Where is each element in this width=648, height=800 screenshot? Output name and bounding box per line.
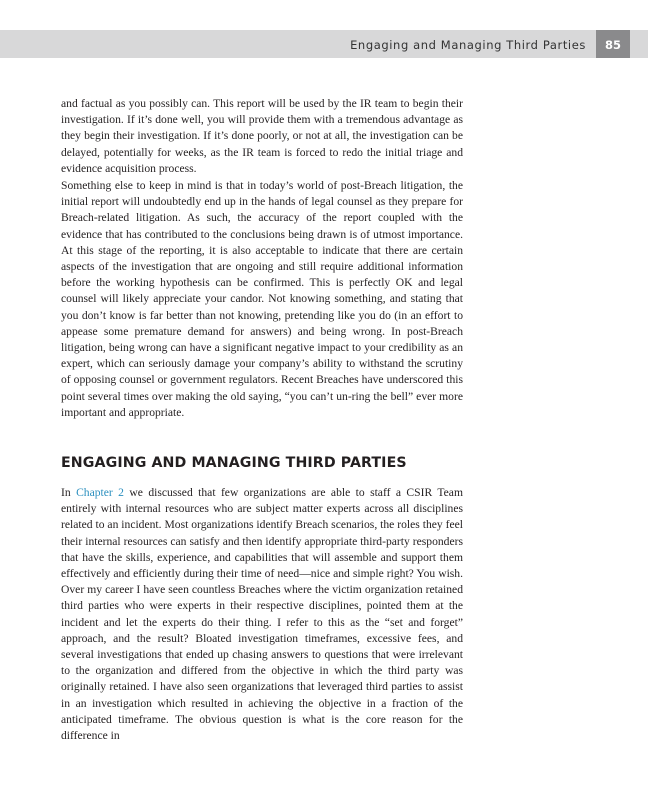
chapter-2-link[interactable]: Chapter 2 bbox=[76, 486, 124, 499]
running-title: Engaging and Managing Third Parties bbox=[350, 38, 586, 52]
page-number: 85 bbox=[596, 30, 630, 58]
running-header bbox=[0, 30, 648, 58]
section-paragraph bbox=[61, 485, 463, 744]
section-body-text: we discussed that few organizations are able to staff a CSIR Team entirely with internal resources who are subject matter experts across all disciplines related to an incident. Most organizations identify Breach scenarios, the roles they feel their internal resources can satisfy and then identify appropriate third-party responders that have the skills, experience, and capabilities that will assemble and support them effectively and efficiently during their time of need—nice and simple right? You wish. Over my career I have seen countless Breaches where the victim organization retained third parties who were experts in their respective disciplines, pointed them at the incident and let the experts do their thing. I refer to this as the “set and forget” approach, and the result? Bloated investigation timeframes, excessive fees, and several investigations that ended up chasing answers to questions that were irrelevant to the organization and differed from the objective in which the third party was originally retained. I have also seen organizations that leveraged third parties to assist in an investigation which resulted in achieving the objective in a fraction of the anticipated timeframe. The obvious question is what is the core reason for the difference in bbox=[61, 486, 463, 743]
paragraph-1: and factual as you possibly can. This report will be used by the IR team to begin their investigation. If it’s done well, you will provide them with a tremendous advantage as they begin their investigation. If it’s done poorly, or not at all, the investigation can be delayed, potentially for weeks, as the IR team is forced to redo the initial triage and evidence acquisition process. bbox=[61, 97, 463, 175]
paragraph-2: Something else to keep in mind is that in today’s world of post-Breach litigation, the initial report will undoubtedly end up in the hands of legal counsel as they prepare for Breach-related litigation. As such, the accuracy of the report coupled with the evidence that has contributed to the conclusions being drawn is of utmost importance. At this stage of the reporting, it is also acceptable to indicate that there are certain aspects of the investigation that are ongoing and still require additional information before the working hypothesis can be confirmed. This is perfectly OK and legal counsel will likely appreciate your candor. Not knowing something, and stating that you don’t know is far better than not knowing, pretending like you do (in an effort to appease some premature demand for answers) and being wrong. In post-Breach litigation, being wrong can have a significant negative impact to your credibility as an expert, which can seriously damage your company’s ability to withstand the scrutiny of opposing counsel or government regulators. Recent Breaches have underscored this point several times over making the old saying, “you can’t un-ring the bell” ever more important and appropriate. bbox=[61, 179, 463, 419]
intro-text: In bbox=[61, 486, 71, 499]
section-heading: ENGAGING AND MANAGING THIRD PARTIES bbox=[61, 455, 407, 471]
